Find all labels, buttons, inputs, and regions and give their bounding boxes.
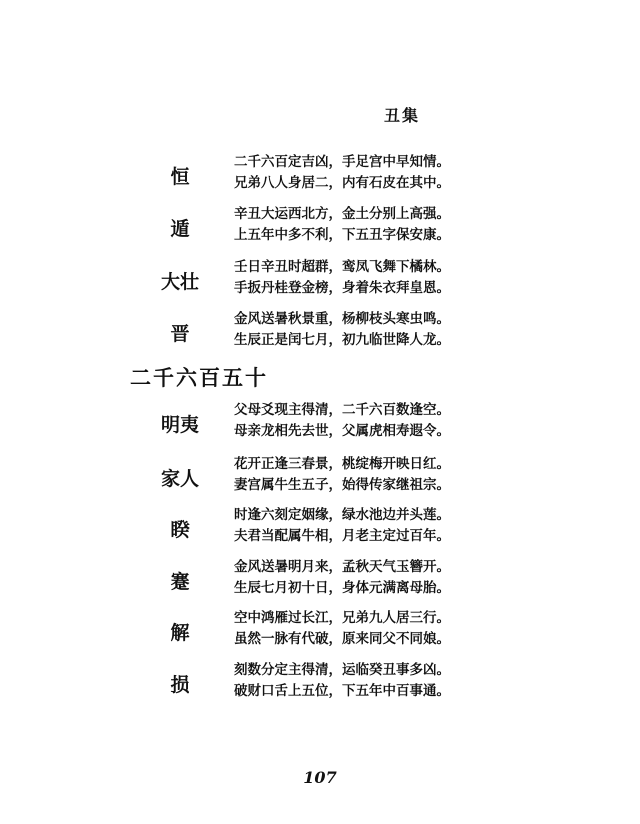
entry-sun	[0, 660, 640, 704]
verse	[234, 608, 450, 650]
hexagram-name: 损	[170, 674, 190, 696]
verse-line-1: 刻数分定主得清，运临癸丑事多凶。	[234, 662, 450, 678]
hexagram-name: 大壮	[160, 271, 199, 293]
verse-line-2: 手扳丹桂登金榜，身着朱衣拜皇恩。	[234, 280, 450, 296]
verse-line-1: 花开正逢三春景，桃绽梅开映日红。	[234, 456, 450, 472]
page-header: 丑集	[384, 106, 421, 125]
verse	[234, 309, 450, 351]
hexagram-name: 家人	[160, 468, 199, 490]
verse	[234, 152, 450, 194]
verse	[234, 400, 450, 442]
verse-line-1: 金风送暑秋景重，杨柳枝头寒虫鸣。	[234, 311, 450, 327]
verse-line-1: 空中鸿雁过长江，兄弟九人居三行。	[234, 610, 450, 626]
verse-line-1: 辛丑大运西北方，金土分别上高强。	[234, 206, 450, 222]
verse	[234, 204, 450, 246]
hexagram-name: 晋	[170, 323, 190, 345]
entry-jian	[0, 557, 640, 601]
entry-dazhuang	[0, 257, 640, 301]
verse-line-1: 壬日辛丑时超群，鸾凤飞舞下橘林。	[234, 259, 450, 275]
verse	[234, 660, 450, 702]
verse-line-2: 上五年中多不利，下五丑字保安康。	[234, 227, 450, 243]
verse-line-2: 生辰七月初十日，身体元满离母胎。	[234, 580, 450, 596]
entry-xie	[0, 608, 640, 652]
hexagram-name: 遁	[170, 218, 190, 240]
entry-kui	[0, 505, 640, 549]
verse	[234, 257, 450, 299]
verse-line-2: 妻宫属牛生五子，始得传家继祖宗。	[234, 477, 450, 493]
entry-heng	[0, 152, 640, 196]
entry-dun	[0, 204, 640, 248]
verse-line-2: 虽然一脉有代破，原来同父不同娘。	[234, 631, 450, 647]
page-number: 107	[303, 768, 337, 787]
hexagram-name: 恒	[170, 166, 190, 188]
verse-line-1: 二千六百定吉凶，手足宫中早知情。	[234, 154, 450, 170]
verse-line-1: 金风送暑明月来，孟秋天气玉簪开。	[234, 559, 450, 575]
verse-line-2: 生辰正是闰七月，初九临世降人龙。	[234, 332, 450, 348]
entry-jin	[0, 309, 640, 353]
verse	[234, 454, 450, 496]
verse-line-2: 破财口舌上五位，下五年中百事通。	[234, 683, 450, 699]
verse	[234, 557, 450, 599]
verse-line-1: 时逢六刻定姻缘，绿水池边并头莲。	[234, 507, 450, 523]
hexagram-name: 明夷	[160, 414, 199, 436]
hexagram-name: 睽	[170, 519, 190, 541]
verse-line-1: 父母爻现主得清，二千六百数逢空。	[234, 402, 450, 418]
verse-line-2: 母亲龙相先去世，父属虎相寿遐令。	[234, 423, 450, 439]
verse-line-2: 夫君当配属牛相，月老主定过百年。	[234, 528, 450, 544]
verse-line-2: 兄弟八人身居二，内有石皮在其中。	[234, 175, 450, 191]
verse	[234, 505, 450, 547]
entry-jiaren	[0, 454, 640, 498]
section-title: 二千六百五十	[130, 365, 268, 390]
entry-mingyi	[0, 400, 640, 444]
hexagram-name: 蹇	[170, 571, 190, 593]
hexagram-name: 解	[170, 622, 190, 644]
